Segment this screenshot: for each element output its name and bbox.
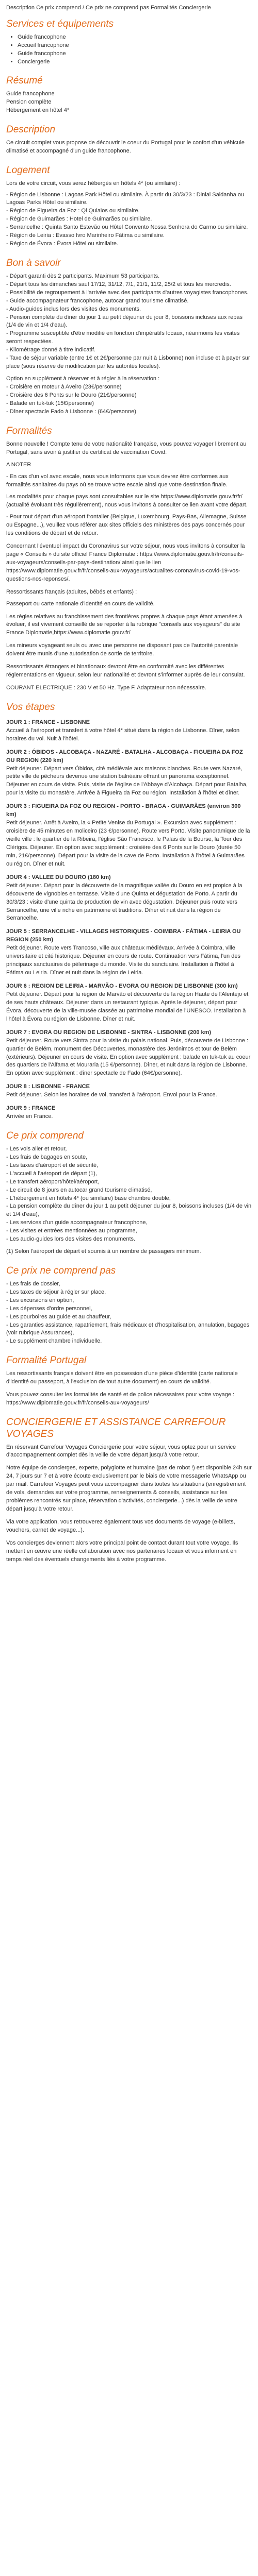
list-item: - Balade en tuk-tuk (15€/personne) — [6, 400, 94, 406]
list-item: - Les taxes d'aéroport et de sécurité, — [6, 1162, 99, 1168]
day-text: Petit déjeuner. Départ pour la région de Marvão et découverte de la région Haute de l'Alentejo et de ses hauts châteaux. Déjeuner dans un restaurant typique. Après le déjeuner, départ pour Évora, découverte de la ville-musée classée au patrimoine mondial de l'UNESCO. Installation à l'hôtel à Évora ou région de Lisbonne. Dîner et nuit. — [6, 991, 249, 1022]
section-title-prix-ne-comprend: Ce prix ne comprend pas — [6, 1265, 116, 1277]
prix-comprend-block — [6, 1145, 252, 1244]
day-title: JOUR 8 : LISBONNE - FRANCE — [6, 1083, 90, 1090]
formalites-para: Bonne nouvelle ! Compte tenu de votre nationalité française, vous pouvez voyager librement au Portugal, sans avoir à justifier de certificat de vaccination Covid. — [6, 440, 247, 455]
day-title: JOUR 5 : SERRANCELHE - VILLAGES HISTORIQUES - COIMBRA - FÁTIMA - LEIRIA OU REGION (250 km) — [6, 928, 241, 943]
formalites-para: A NOTER — [6, 462, 31, 468]
section-title-logement: Logement — [6, 164, 50, 176]
list-item: - Dîner spectacle Fado à Lisbonne : (64€/personne) — [6, 408, 136, 415]
list-item: - Possibilité de regroupement à l'arrivée avec des participants d'autres voyagistes francophones. — [6, 289, 249, 296]
section-title-services: Services et équipements — [6, 18, 114, 29]
list-item: - Les dépenses d'ordre personnel, — [6, 1305, 92, 1312]
list-item: - Les taxes de séjour à régler sur place, — [6, 1289, 106, 1295]
section-title-etapes: Vos étapes — [6, 702, 55, 713]
resume-line: Guide francophone — [6, 91, 55, 97]
list-item: - Départ tous les dimanches sauf 17/12, 31/12, 7/1, 21/1, 11/2, 25/2 et tous les mercredis. — [6, 281, 231, 287]
logement-lead: Lors de votre circuit, vous serez hébergés en hôtels 4* (ou similaire) : — [6, 180, 181, 187]
section-title-resume: Résumé — [6, 75, 43, 87]
list-item: - Les pourboires au guide et au chauffeur, — [6, 1313, 111, 1320]
logement-block — [6, 180, 252, 249]
section-title-prix-comprend: Ce prix comprend — [6, 1130, 84, 1142]
conciergerie-para: En réservant Carrefour Voyages Conciergerie pour votre séjour, vous optez pour un service d'accompagnement complet dès la veille de votre départ jusqu'à votre retour. — [6, 1444, 236, 1459]
list-item: • Guide francophone — [18, 33, 252, 42]
list-item: - Taxe de séjour variable (entre 1€ et 2€/personne par nuit à Lisbonne) non incluse et à payer sur place (sous réserve de modification par les autorités locales). — [6, 355, 250, 370]
list-item: - Région de Évora : Évora Hôtel ou similaire. — [6, 241, 119, 247]
list-item: - Région de Leiria : Evasso Ivro Marinheiro Fátima ou similaire. — [6, 232, 165, 239]
list-item: - Pension complète du dîner du jour 1 au petit déjeuner du jour 8, boissons incluses aux repas (1/4 de vin et 1/4 d'eau). — [6, 314, 243, 329]
day-title: JOUR 3 : FIGUEIRA DA FOZ OU REGION - PORTO - BRAGA - GUIMARÃES (environ 300 km) — [6, 803, 241, 818]
list-item: • Guide francophone — [18, 50, 252, 58]
formalite-para: Vous pouvez consulter les formalités de santé et de police nécessaires pour votre voyage : https://www.diplomatie.gouv.fr/fr/conseils-aux-voyageurs/ — [6, 1392, 235, 1406]
day-text: Petit déjeuner. Route vers Sintra pour la visite du palais national. Puis, découverte de Lisbonne : quartier de Belém, monument des Découvertes, monastère des Jerónimos et tour de Belém (extérieurs). Déjeuner en cours de visite. En option avec supplément : balade en tuk-tuk au coeur des quartiers de l'Alfama et Mouraria (15 €/personne). Dîner, et nuit dans la région de Lisbonne. En option avec supplément : dîner spectacle de Fado (64€/personne). — [6, 1037, 251, 1077]
list-item: - Les excursions en option, — [6, 1297, 74, 1303]
list-item: - Les garanties assistance, rapatriement, frais médicaux et d'hospitalisation, annulation, bagages (voir rubrique Assurances), — [6, 1321, 250, 1336]
list-item: - L'hébergement en hôtels 4* (ou similaire) base chambre double, — [6, 1195, 171, 1201]
list-item: - L'accueil à l'aéroport de départ (1), — [6, 1170, 98, 1177]
options-block — [6, 375, 252, 416]
list-item: - Le supplément chambre individuelle. — [6, 1338, 102, 1345]
list-item: - Serrancelhe : Quinta Santo Estevão ou Hôtel Convento Nossa Senhora do Carmo ou similaire. — [6, 224, 248, 231]
day-title: JOUR 4 : VALLEE DU DOURO (180 km) — [6, 874, 111, 880]
formalites-para: COURANT ELECTRIQUE : 230 V et 50 Hz. Type F. Adaptateur non nécessaire. — [6, 685, 206, 691]
formalites-para: Les mineurs voyageant seuls ou avec une personne ne disposant pas de l'autorité parentale doivent être munis d'une autorisation de sortie de territoire. — [6, 642, 238, 657]
resume-line: Hébergement en hôtel 4* — [6, 107, 70, 114]
day-title: JOUR 2 : ÓBIDOS - ALCOBAÇA - NAZARÉ - BATALHA - ALCOBAÇA - FIGUEIRA DA FOZ OU REGION (220 km) — [6, 749, 243, 764]
day-text: Arrivée en France. — [6, 1113, 53, 1120]
conciergerie-para: Via votre application, vous retrouverez également tous vos documents de voyage (e-billets, vouchers, carnet de voyage...). — [6, 1519, 235, 1533]
formalites-para: - En cas d'un vol avec escale, nous vous informons que vous devrez être conformes aux formalités sanitaires du pays où se trouve votre escale ainsi que votre destination finale. — [6, 473, 229, 488]
section-title-description: Description — [6, 124, 56, 135]
itinerary — [6, 719, 252, 1121]
list-item: - Région de Guimarães : Hotel de Guimarães ou similaire. — [6, 216, 152, 223]
list-item: • Accueil francophone — [18, 42, 252, 50]
bon-savoir-block — [6, 273, 252, 371]
header-text: Description Ce prix comprend / Ce prix ne comprend pas Formalités Conciergerie — [6, 5, 211, 11]
list-item: - Les services d'un guide accompagnateur francophone, — [6, 1219, 148, 1226]
formalites-para: Les modalités pour chaque pays sont consultables sur le site https://www.diplomatie.gouv.fr/fr/ (actualité évoluant très régulièrement), nous vous invitons à consulter ce lien avant votre départ. — [6, 494, 248, 509]
list-item: - Les visites et entrées mentionnées au programme, — [6, 1228, 137, 1234]
formalites-para: Passeport ou carte nationale d'identité en cours de validité. — [6, 600, 155, 607]
conciergerie-para: Vos concierges deviennent alors votre principal point de contact durant tout votre voyage. Ils mettent en œuvre une réelle collaboration avec nos partenaires locaux et vous informent en temps réel des éventuels changements liés à votre programme. — [6, 1539, 238, 1563]
resume-line: Pension complète — [6, 99, 52, 106]
section-title-formalites: Formalités — [6, 425, 52, 436]
list-item: - Les frais de bagages en soute, — [6, 1154, 88, 1160]
list-item: - Kilométrage donné à titre indicatif. — [6, 347, 96, 353]
day-title: JOUR 7 : EVORA OU REGION DE LISBONNE - SINTRA - LISBONNE (200 km) — [6, 1029, 212, 1036]
list-item: - Région de Figueira da Foz : Qi Quiaios ou similaire. — [6, 208, 140, 214]
formalite-para: Les ressortissants français doivent être en possession d'une pièce d'identité (carte nationale d'identité ou passeport, à l'exclusion de tout autre document) en cours de validité. — [6, 1370, 238, 1385]
services-list — [6, 33, 252, 66]
section-title-conciergerie: CONCIERGERIE ET ASSISTANCE CARREFOUR VOYAGES — [6, 1416, 226, 1439]
day-text: Petit déjeuner. Départ pour la découverte de la magnifique vallée du Douro en est propice à la découverte de vignobles en terrasse. Visite d'une Quinta et dégustation de Porto. A partir du 30/3/23 : visite d'une quinta de production de vin avec dégustation. Déjeuner puis route vers Serrancelhe, une ville riche en patrimoine et traditions. Dîner et nuit dans la région de Serrancelhe. — [6, 882, 243, 922]
list-item: - La pension complète du dîner du jour 1 au petit déjeuner du jour 8, boissons incluses (1/4 de vin et 1/4 d'eau), — [6, 1203, 252, 1218]
list-item: - Les audio-guides lors des visites des monuments. — [6, 1236, 136, 1243]
prix-ne-comprend-block — [6, 1280, 252, 1346]
day-text: Accueil à l'aéroport et transfert à votre hôtel 4* situé dans la région de Lisbonne. Dîner, selon horaires du vol. Nuit à l'hôtel. — [6, 727, 240, 742]
day-text: Petit déjeuner. Route vers Trancoso, ville aux châteaux médiévaux. Arrivée à Coimbra, ville universitaire et cité historique. Déjeuner en cours de route. Continuation vers Fátima, l'un des principaux sanctuaires de pèlerinage du monde. Visite du sanctuaire. Installation à l'hôtel à Fátima ou Leiria. Dîner et nuit dans la région de Leiria. — [6, 945, 240, 976]
list-item: - Les vols aller et retour, — [6, 1145, 67, 1152]
description-text: Ce circuit complet vous propose de découvrir le coeur du Portugal pour le confort d'un véhicule climatisé et accompagné d'un guide francophone. — [6, 139, 245, 154]
breadcrumb — [6, 4, 252, 12]
list-item: • Conciergerie — [18, 58, 252, 66]
conciergerie-para: Notre équipe de concierges, experte, polyglotte et humaine (pas de robot !) est disponible 24h sur 24, 7 jours sur 7 et à votre écoute exclusivement par le biais de votre messagerie WhatsApp ou par mail. Carrefour Voyages peut vous accompagner dans toutes les situations (enregistrement de vols, demandes sur votre programme, renseignements & conseils, assistance sur les problèmes rencontrés sur place, réservation d'activités, conciergerie...) dès la veille de votre départ jusqu'à votre retour. — [6, 1465, 252, 1513]
day-text: Petit déjeuner. Arrêt à Aveiro, la « Petite Venise du Portugal ». Excursion avec supplément : croisière de 45 minutes en moliceiro (23 €/personne). Route vers Porto. Visite panoramique de la vieille ville : le quartier de la Ribeira, l'église São Francisco, le Palais de la Bourse, la Tour des Clérigos. Déjeuner. En option avec supplément : croisière des 6 Ponts sur le Douro (durée 50 min, 21€/personne). Départ pour la visite de la cave de Porto. Installation à l'hôtel à Guimarães ou région. Dîner et nuit. — [6, 820, 250, 867]
day-title: JOUR 9 : FRANCE — [6, 1105, 56, 1112]
list-item: - Guide accompagnateur francophone, autocar grand tourisme climatisé. — [6, 297, 189, 304]
formalites-para: Concernant l'éventuel impact du Coronavirus sur votre séjour, nous vous invitons à consulter la page « Conseils » du site officiel France Diplomatie : https://www.diplomatie.gouv.fr/fr/conseils-aux-voyageurs/conseils-par-pays-destination/ ainsi que le lien https://www.diplomatie.gouv.fr/fr/conseils-aux-voyageurs/actualites-coronavirus-covid-19-vos-questions-nos-reponses/. — [6, 543, 245, 582]
resume-block — [6, 90, 252, 115]
list-item: - Croisière en moteur à Aveiro (23€/personne) — [6, 384, 122, 391]
formalites-para: Ressortissants étrangers et binationaux devront être en conformité avec les différentes réglementations en vigueur, selon leur nationalité et devront s'informer auprès de leur consulat. — [6, 664, 245, 679]
formalites-para: Ressortissants français (adultes, bébés et enfants) : — [6, 588, 137, 595]
list-item: - Programme susceptible d'être modifié en fonction d'impératifs locaux, néanmoins les visites seront respectées. — [6, 330, 240, 345]
list-item: - Croisière des 6 Ponts sur le Douro (21€/personne) — [6, 392, 137, 398]
day-title: JOUR 1 : FRANCE - LISBONNE — [6, 719, 90, 725]
list-item: - Le circuit de 8 jours en autocar grand tourisme climatisé, — [6, 1187, 152, 1193]
section-title-formalite-portugal: Formalité Portugal — [6, 1355, 87, 1366]
day-text: Petit déjeuner. Départ vers Óbidos, cité médiévale aux maisons blanches. Route vers Nazaré, petite ville de pêcheurs devenue une station balnéaire offrant un panorama exceptionnel. Déjeuner en cours de visite. Puis, visite de l'église de l'Abbaye d'Alcobaça. Départ pour Batalha, pour la visite du monastère. Arrivée à Figueira da Foz ou région. Installation à l'hôtel et dîner. — [6, 765, 248, 796]
list-item: - Le transfert aéroport/hôtel/aéroport, — [6, 1178, 100, 1185]
formalites-para: Les règles relatives au franchissement des frontières propres à chaque pays étant amenées à évoluer, il est vivement conseillé de se reporter à la rubrique "conseils aux voyageurs" du site France Diplomatie,https://www.diplomatie.gouv.fr/ — [6, 613, 243, 636]
options-lead: Option en supplément à réserver et à régler à la réservation : — [6, 376, 160, 382]
prix-comprend-note: (1) Selon l'aéroport de départ et soumis à un nombre de passagers minimum. — [6, 1248, 201, 1255]
section-title-bon-savoir: Bon à savoir — [6, 258, 61, 269]
formalites-para: - Pour tout départ d'un aéroport frontalier (Belgique, Luxembourg, Pays-Bas, Allemagne, Suisse ou Espagne...), veuillez vous référer aux sites officiels des ministères des pays concernés pour les conditions de départ et de retour. — [6, 514, 247, 537]
list-item: - Audio-guides inclus lors des visites des monuments. — [6, 306, 141, 312]
list-item: - Région de Lisbonne : Lagoas Park Hôtel ou similaire. À partir du 30/3/23 : Dinial Saldanha ou Lagoas Parks Hôtel ou similaire. — [6, 191, 245, 206]
list-item: - Les frais de dossier, — [6, 1280, 60, 1287]
day-text: Petit déjeuner. Selon les horaires de vol, transfert à l'aéroport. Envol pour la France. — [6, 1092, 217, 1098]
day-title: JOUR 6 : REGION DE LEIRIA - MARVÃO - EVORA OU REGION DE LISBONNE (300 km) — [6, 983, 238, 990]
list-item: - Départ garanti dès 2 participants. Maximum 53 participants. — [6, 273, 160, 279]
